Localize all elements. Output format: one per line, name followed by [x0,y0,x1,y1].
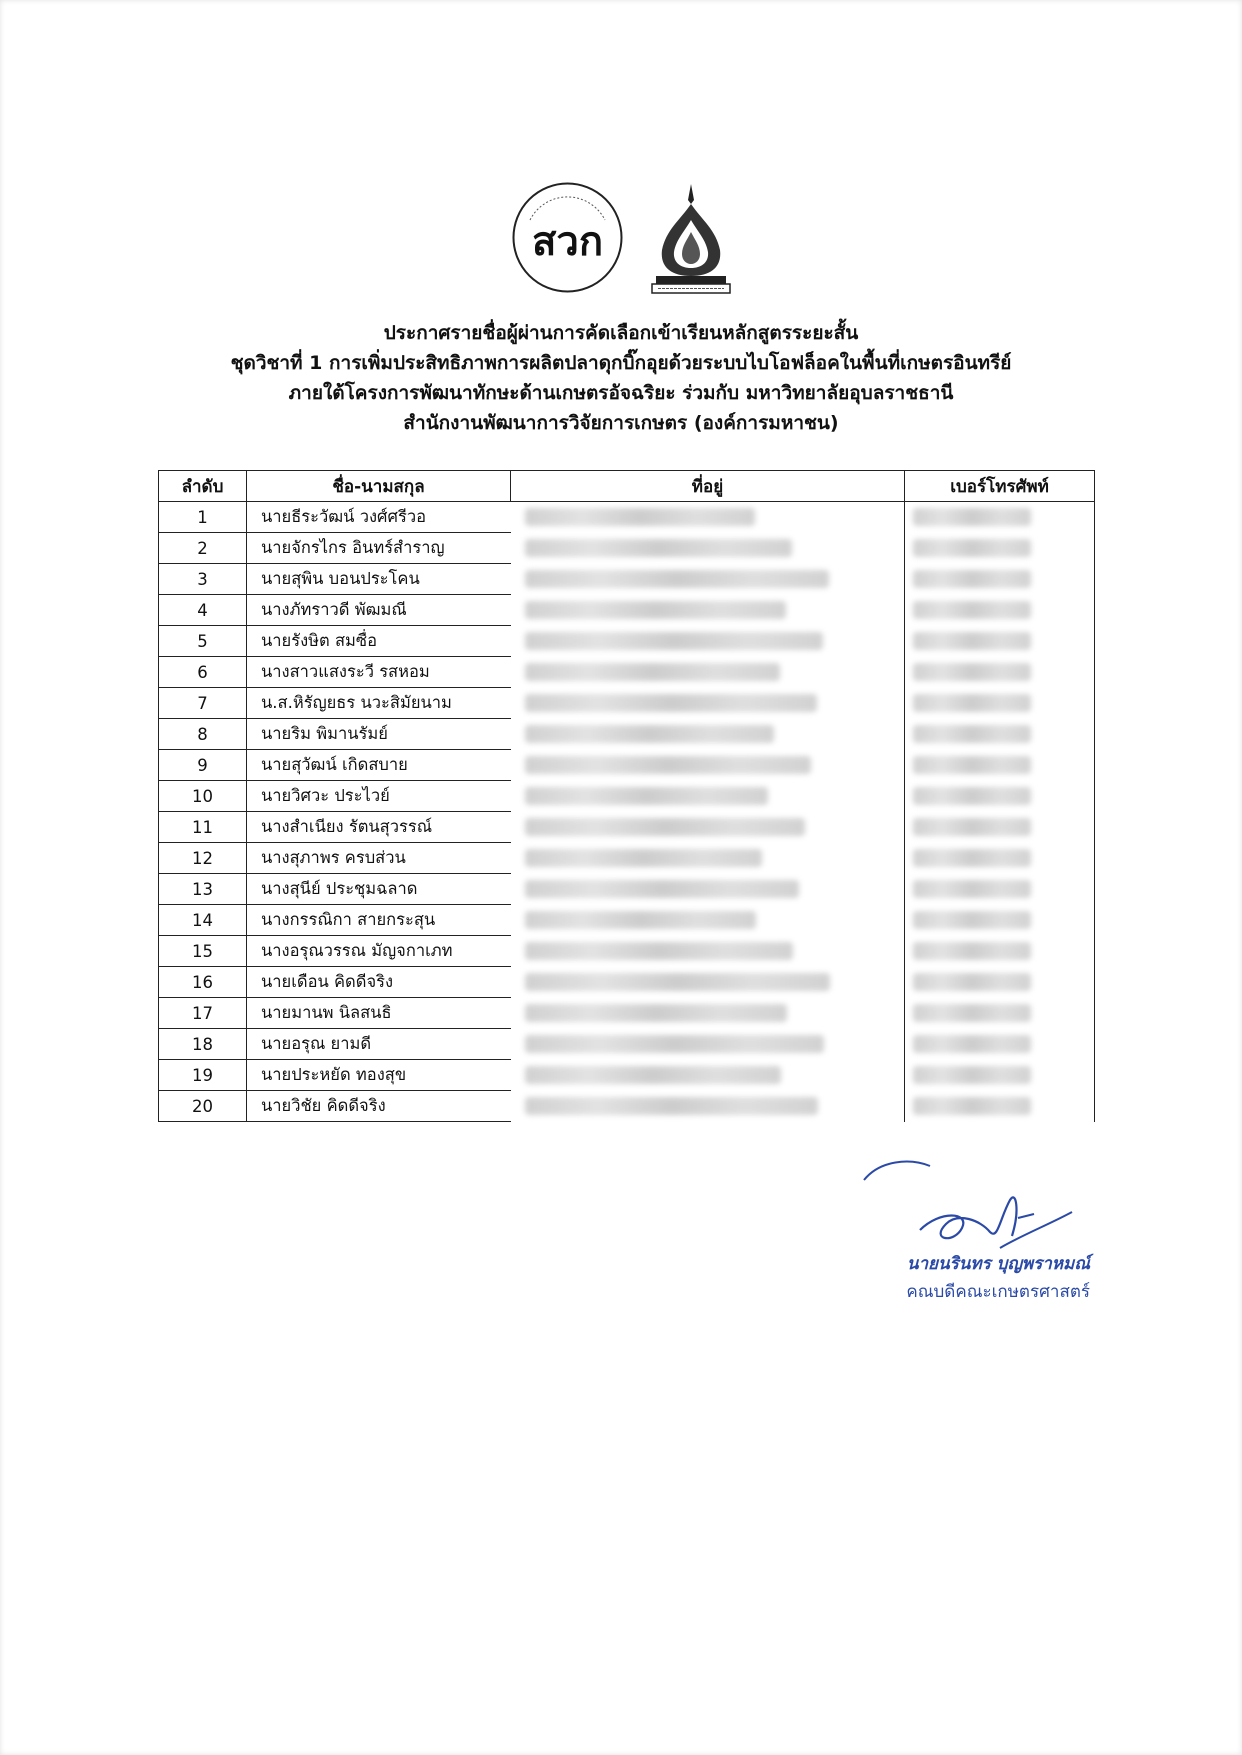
table-row [159,595,1095,626]
table-row [159,967,1095,998]
row-number: 3 [159,564,247,595]
table-header-row [159,471,1095,502]
redaction-blur [913,818,1031,836]
table-row [159,874,1095,905]
row-phone-redacted [905,781,1095,812]
redaction-blur [525,849,762,867]
row-phone-redacted [905,533,1095,564]
table-row [159,843,1095,874]
redaction-blur [525,539,792,557]
row-address-redacted [511,1091,905,1122]
row-name: นายเดือน คิดดีจริง [247,967,511,998]
row-name: นายวิชัย คิดดีจริง [247,1091,511,1122]
redaction-blur [913,663,1031,681]
redaction-blur [913,942,1031,960]
row-address-redacted [511,502,905,533]
row-name: นายธีระวัฒน์ วงศ์ศรีวอ [247,502,511,533]
row-phone-redacted [905,1029,1095,1060]
redaction-blur [525,725,774,743]
redaction-blur [525,570,829,588]
table-row [159,812,1095,843]
row-phone-redacted [905,626,1095,657]
table-row [159,781,1095,812]
heading-line-3: ภายใต้โครงการพัฒนาทักษะด้านเกษตรอัจฉริยะ ร่วมกับ มหาวิทยาลัยอุบลราชธานี [288,382,954,404]
row-name: นายมานพ นิลสนธิ [247,998,511,1029]
row-name: นายสุพิน บอนประโคน [247,564,511,595]
row-name: นางสุนีย์ ประชุมฉลาด [247,874,511,905]
announcement-headings [150,318,1092,438]
row-name: นางภัทราวดี พัฒมณี [247,595,511,626]
row-name: น.ส.หิรัญยธร นวะสิมัยนาม [247,688,511,719]
row-phone-redacted [905,874,1095,905]
redaction-blur [525,1097,818,1115]
row-number: 20 [159,1091,247,1122]
row-name: นายอรุณ ยามดี [247,1029,511,1060]
row-name: นายประหยัด ทองสุข [247,1060,511,1091]
row-address-redacted [511,967,905,998]
table-row [159,564,1095,595]
redaction-blur [913,508,1031,526]
header-name: ชื่อ-นามสกุล [247,471,511,502]
row-number: 13 [159,874,247,905]
row-number: 16 [159,967,247,998]
redaction-blur [525,818,805,836]
row-phone-redacted [905,843,1095,874]
row-number: 19 [159,1060,247,1091]
redaction-blur [913,911,1031,929]
table-row [159,998,1095,1029]
row-phone-redacted [905,1091,1095,1122]
row-phone-redacted [905,905,1095,936]
table-row [159,502,1095,533]
table-row [159,905,1095,936]
row-number: 4 [159,595,247,626]
redaction-blur [525,1066,781,1084]
university-stupa-emblem-icon [650,180,732,295]
row-number: 8 [159,719,247,750]
handwritten-signature [850,1140,1090,1260]
row-address-redacted [511,1060,905,1091]
row-address-redacted [511,688,905,719]
row-address-redacted [511,936,905,967]
heading-line-4: สำนักงานพัฒนาการวิจัยการเกษตร (องค์การมหาชน) [403,412,839,434]
table-row [159,1060,1095,1091]
table-row [159,936,1095,967]
row-address-redacted [511,533,905,564]
row-number: 18 [159,1029,247,1060]
redaction-blur [525,880,799,898]
header-address: ที่อยู่ [511,471,905,502]
row-address-redacted [511,657,905,688]
table-row [159,750,1095,781]
redaction-blur [913,601,1031,619]
row-address-redacted [511,750,905,781]
participant-table [158,470,1095,1122]
table-row [159,657,1095,688]
row-number: 11 [159,812,247,843]
row-name: นายสุวัฒน์ เกิดสบาย [247,750,511,781]
redaction-blur [913,1035,1031,1053]
row-number: 9 [159,750,247,781]
row-number: 17 [159,998,247,1029]
redaction-blur [525,973,830,991]
row-number: 12 [159,843,247,874]
redaction-blur [913,849,1031,867]
row-phone-redacted [905,967,1095,998]
header-logos [510,180,740,295]
row-number: 5 [159,626,247,657]
redaction-blur [525,756,811,774]
redaction-blur [525,508,755,526]
row-name: นายวิศวะ ประไวย์ [247,781,511,812]
row-phone-redacted [905,719,1095,750]
signer-block [820,1250,1090,1306]
table-body [159,502,1095,1122]
row-address-redacted [511,564,905,595]
row-address-redacted [511,781,905,812]
row-address-redacted [511,626,905,657]
redaction-blur [913,539,1031,557]
redaction-blur [525,601,786,619]
redaction-blur [913,880,1031,898]
redaction-blur [913,1097,1031,1115]
row-number: 2 [159,533,247,564]
row-name: นางสุภาพร ครบส่วน [247,843,511,874]
redaction-blur [525,632,823,650]
header-phone: เบอร์โทรศัพท์ [905,471,1095,502]
row-name: นางสำเนียง รัตนสุวรรณ์ [247,812,511,843]
row-address-redacted [511,905,905,936]
redaction-blur [913,694,1031,712]
row-number: 7 [159,688,247,719]
row-phone-redacted [905,564,1095,595]
signer-title: คณบดีคณะเกษตรศาสตร์ [906,1282,1090,1302]
row-phone-redacted [905,812,1095,843]
row-phone-redacted [905,688,1095,719]
redaction-blur [913,632,1031,650]
redaction-blur [525,787,768,805]
row-address-redacted [511,812,905,843]
row-phone-redacted [905,998,1095,1029]
row-phone-redacted [905,657,1095,688]
row-number: 15 [159,936,247,967]
row-name: นางอรุณวรรณ มัญจกาเภท [247,936,511,967]
table-row [159,688,1095,719]
row-phone-redacted [905,1060,1095,1091]
row-address-redacted [511,874,905,905]
redaction-blur [525,1035,824,1053]
row-number: 1 [159,502,247,533]
row-name: นายรังษิต สมซื่อ [247,626,511,657]
redaction-blur [913,725,1031,743]
row-address-redacted [511,998,905,1029]
table-row [159,1029,1095,1060]
row-address-redacted [511,595,905,626]
row-name: นางสาวแสงระวี รสหอม [247,657,511,688]
redaction-blur [525,942,793,960]
heading-line-2: ชุดวิชาที่ 1 การเพิ่มประสิทธิภาพการผลิตปลาดุกบิ๊กอุยด้วยระบบไบโอฟล็อคในพื้นที่เกษตรอินทรีย์ [230,352,1012,374]
row-number: 6 [159,657,247,688]
row-phone-redacted [905,502,1095,533]
table-row [159,626,1095,657]
redaction-blur [913,973,1031,991]
row-phone-redacted [905,936,1095,967]
redaction-blur [525,663,780,681]
redaction-blur [913,756,1031,774]
row-name: นางกรรณิกา สายกระสุน [247,905,511,936]
row-name: นายจักรไกร อินทร์สำราญ [247,533,511,564]
row-phone-redacted [905,595,1095,626]
row-address-redacted [511,1029,905,1060]
agricultural-research-agency-seal-icon [510,180,625,295]
seal-monogram: สวก [531,219,604,265]
redaction-blur [913,1066,1031,1084]
redaction-blur [525,694,817,712]
row-phone-redacted [905,750,1095,781]
row-address-redacted [511,843,905,874]
header-no: ลำดับ [159,471,247,502]
row-address-redacted [511,719,905,750]
table-row [159,533,1095,564]
row-name: นายริม พิมานรัมย์ [247,719,511,750]
redaction-blur [913,1004,1031,1022]
table-row [159,719,1095,750]
heading-line-1: ประกาศรายชื่อผู้ผ่านการคัดเลือกเข้าเรียนหลักสูตรระยะสั้น [383,322,859,344]
row-number: 10 [159,781,247,812]
redaction-blur [525,1004,787,1022]
redaction-blur [525,911,756,929]
signer-name: นายนรินทร บุญพราหมณ์ [906,1254,1090,1274]
table-row [159,1091,1095,1122]
redaction-blur [913,570,1031,588]
redaction-blur [913,787,1031,805]
row-number: 14 [159,905,247,936]
